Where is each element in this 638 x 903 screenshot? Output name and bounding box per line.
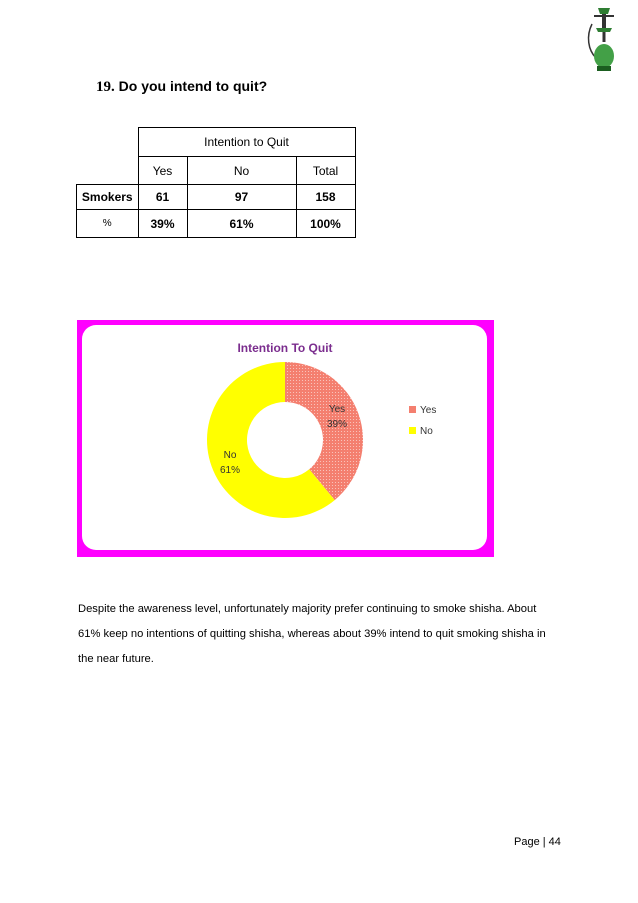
table-group-header: Intention to Quit	[138, 128, 355, 157]
column-header: Yes	[138, 157, 187, 185]
hookah-logo	[584, 6, 624, 72]
legend-label-no: No	[420, 426, 433, 437]
chart-legend	[409, 405, 436, 437]
table-row	[77, 210, 356, 238]
table-cell: 61%	[187, 210, 296, 238]
chart-area	[82, 325, 487, 550]
data-label-no: No	[223, 450, 237, 461]
page-number: Page | 44	[514, 836, 561, 848]
question-number: 19.	[96, 79, 115, 95]
donut-chart	[82, 325, 487, 550]
table-cell: 61	[138, 185, 187, 210]
question-heading	[96, 78, 267, 96]
table-cell: 100%	[296, 210, 355, 238]
data-label-no: 61%	[219, 465, 241, 476]
table-cell: 158	[296, 185, 355, 210]
row-label: %	[77, 210, 139, 238]
legend-swatch-no	[409, 427, 416, 434]
chart-title: Intention To Quit	[237, 341, 333, 355]
legend-swatch-yes	[409, 406, 416, 413]
column-header: Total	[296, 157, 355, 185]
chart-slices	[207, 362, 363, 518]
column-header: No	[187, 157, 296, 185]
data-label-yes: 39%	[326, 419, 348, 430]
body-paragraph: Despite the awareness level, unfortunately majority prefer continuing to smoke shisha. About 61% keep no intentions of quitting shisha, whereas about 39% intend to quit smoking shisha in the near future.	[78, 603, 546, 665]
data-label-yes: Yes	[328, 404, 346, 415]
chart-frame	[77, 320, 494, 557]
intention-table	[76, 127, 356, 238]
table-row	[77, 185, 356, 210]
row-label: Smokers	[77, 185, 139, 210]
table-cell: 39%	[138, 210, 187, 238]
legend-label-yes: Yes	[420, 405, 437, 416]
table-cell: 97	[187, 185, 296, 210]
question-text: Do you intend to quit?	[118, 78, 268, 94]
